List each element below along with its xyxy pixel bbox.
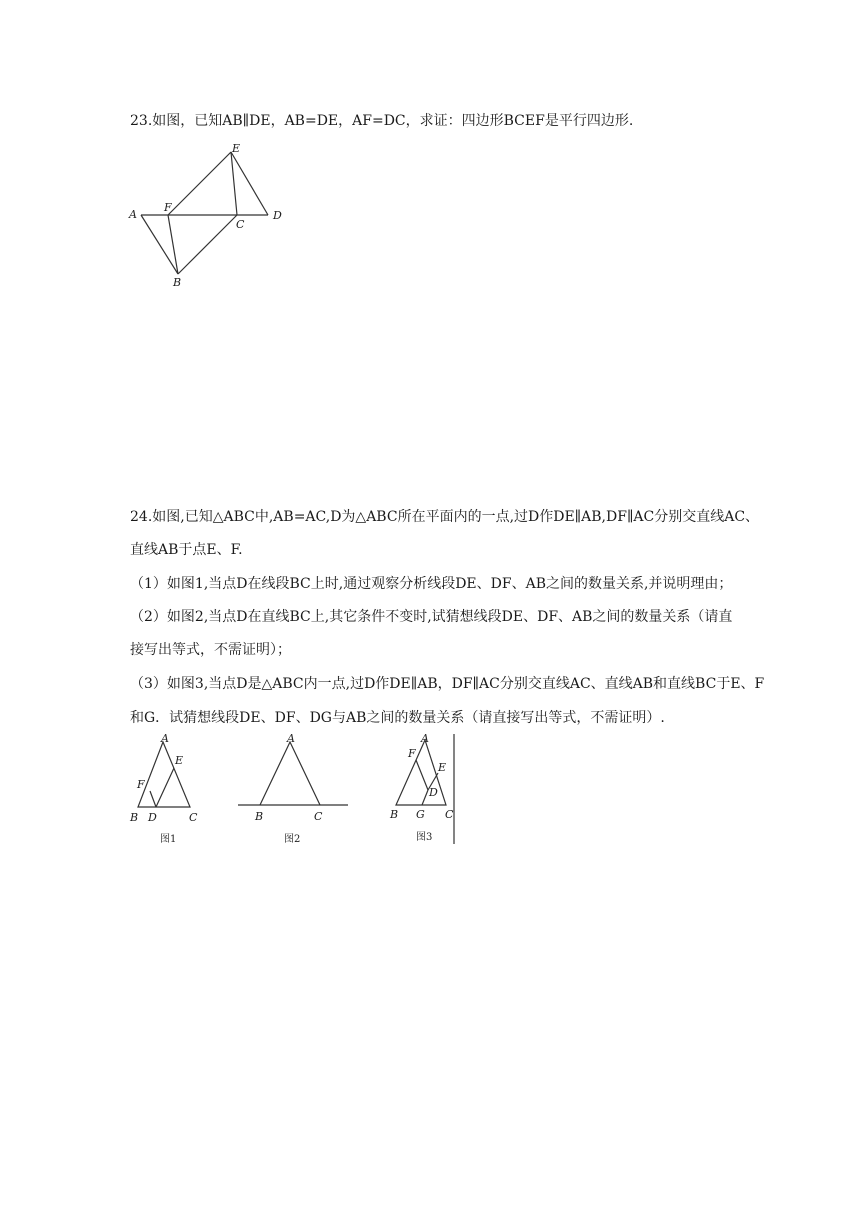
fig1-label-B: B — [130, 811, 139, 824]
label-B: B — [173, 276, 182, 289]
fig1-label-D: D — [148, 811, 157, 824]
fig1-line-DE — [156, 768, 174, 807]
fig2-caption: 图2 — [284, 834, 301, 845]
q24-figure-strip — [128, 732, 458, 847]
fig3-line-DG — [422, 790, 428, 805]
figure-2 — [238, 732, 348, 845]
figure-1 — [129, 732, 198, 845]
q24-statement-line2: 直线AB于点E、F. — [130, 542, 243, 558]
q24-figures — [128, 732, 458, 851]
fig3-label-D: D — [429, 786, 438, 799]
fig1-label-C: C — [189, 811, 198, 824]
fig3-label-G: G — [416, 808, 425, 821]
fig1-label-A: A — [161, 732, 169, 745]
q24-part2-line2: 接写出等式，不需证明）； — [130, 642, 291, 658]
label-A: A — [129, 208, 137, 221]
figure-3 — [389, 732, 454, 844]
fig2-label-B: B — [255, 810, 264, 823]
fig3-label-F: F — [408, 747, 416, 760]
fig1-caption: 图1 — [160, 834, 177, 845]
fig3-label-A: A — [421, 732, 429, 745]
fig2-label-A: A — [287, 732, 295, 745]
fig3-label-B: B — [390, 808, 399, 821]
q23-figure — [120, 140, 290, 294]
q24-statement-line1: 24.如图,已知△ABC中,AB=AC,D为△ABC所在平面内的一点,过D作DE∥AB,DF∥AC分别交直线AC、 — [130, 509, 760, 525]
q24-part1: （1）如图1,当点D在线段BC上时,通过观察分析线段DE、DF、AB之间的数量关系,并说明理由； — [130, 576, 733, 592]
fig2-triangle-ABC — [260, 742, 320, 805]
fig3-line-FD — [416, 760, 428, 790]
label-F: F — [164, 201, 172, 214]
fig1-label-F: F — [137, 778, 145, 791]
fig1-line-DF — [150, 791, 156, 807]
q24-part3-line2: 和G．试猜想线段DE、DF、DG与AB之间的数量关系（请直接写出等式，不需证明）. — [130, 710, 665, 726]
line-FE — [168, 152, 231, 215]
q23-parallelogram-diagram — [120, 140, 290, 290]
fig3-label-C: C — [445, 808, 454, 821]
label-E: E — [232, 142, 241, 155]
q24-part2-line1: （2）如图2,当点D在直线BC上,其它条件不变时,试猜想线段DE、DF、AB之间的数量关系（请直 — [130, 609, 733, 625]
fig3-label-E: E — [438, 761, 447, 774]
label-C: C — [236, 218, 245, 231]
fig1-triangle-ABC — [138, 742, 190, 807]
q24-part3-line1: （3）如图3,当点D是△ABC内一点,过D作DE∥AB，DF∥AC分别交直线AC、直线AB和直线BC于E、F — [130, 676, 765, 692]
q23-statement: 23.如图，已知AB∥DE，AB=DE，AF=DC，求证：四边形BCEF是平行四边形. — [130, 113, 634, 129]
fig2-label-C: C — [314, 810, 323, 823]
fig1-label-E: E — [175, 754, 184, 767]
line-BC — [178, 215, 237, 274]
label-D: D — [273, 209, 282, 222]
fig3-caption: 图3 — [416, 832, 433, 843]
